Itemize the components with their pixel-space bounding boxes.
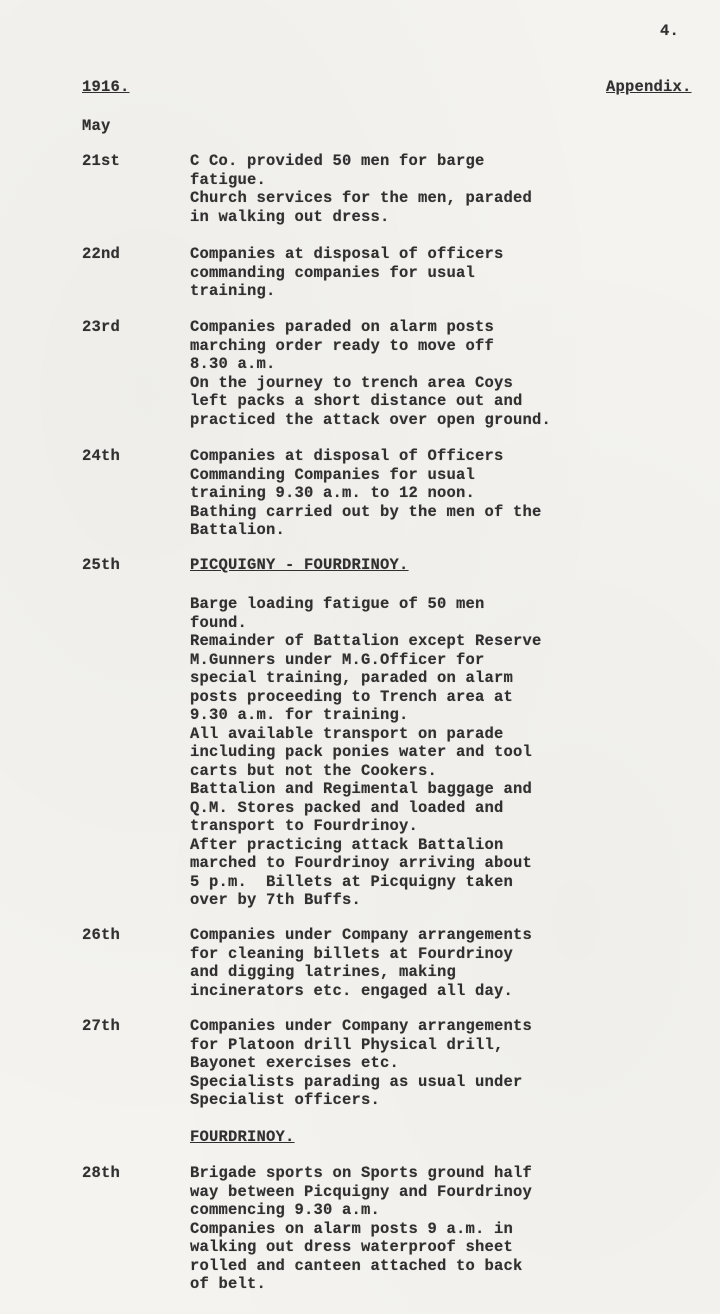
entry-date: 23rd [82,318,121,336]
entry-text: C Co. provided 50 men for barge fatigue. Church services for the men, paraded in walking out dress. [190,152,533,226]
entry-date: 25th [82,556,121,574]
entry-text: Companies at disposal of Officers Commanding Companies for usual training 9.30 a.m. to 12 noon. Bathing carried out by the men of the Battalion. [190,447,542,539]
entry-text: Companies under Company arrangements for cleaning billets at Fourdrinoy and digging latrines, making incinerators etc. engaged all day. [190,926,533,1000]
month-label: May [82,117,111,135]
entry-text: Barge loading fatigue of 50 men found. Remainder of Battalion except Reserve M.Gunners under M.G.Officer for special training, paraded on alarm posts proceeding to Trench area at 9.30 a.m. for training. All available transport on parade including pack ponies water and tool carts but not the Cookers. Battalion and Regimental baggage and Q.M. Stores packed and loaded and transport to Fourdrinoy. After practicing attack Battalion marched to Fourdrinoy arriving about 5 p.m. Billets at Picquigny taken over by 7th Buffs. [190,595,542,909]
entry-date: 21st [82,152,121,170]
entry-date: 22nd [82,245,121,263]
year-heading: 1916. [82,78,130,96]
entry-date: 28th [82,1164,121,1182]
entry-text: Companies at disposal of officers commanding companies for usual training. [190,245,504,300]
entry-date: 24th [82,447,121,465]
location-heading: FOURDRINOY. [190,1128,295,1146]
entry-date: 26th [82,926,121,944]
entry-text: Companies under Company arrangements for Platoon drill Physical drill, Bayonet exercises etc. Specialists parading as usual under Specialist officers. [190,1017,533,1109]
entry-date: 27th [82,1017,121,1035]
entry-text: Brigade sports on Sports ground half way between Picquigny and Fourdrinoy commencing 9.30 a.m. Companies on alarm posts 9 a.m. in walking out dress waterproof sheet rolled and canteen attached to back of belt. [190,1164,533,1293]
location-heading: PICQUIGNY - FOURDRINOY. [190,556,409,574]
entry-text: Companies paraded on alarm posts marching order ready to move off 8.30 a.m. On the journey to trench area Coys left packs a short distance out and practiced the attack over open ground. [190,318,552,429]
appendix-label: Appendix. [606,78,692,96]
page-number: 4. [660,22,680,40]
